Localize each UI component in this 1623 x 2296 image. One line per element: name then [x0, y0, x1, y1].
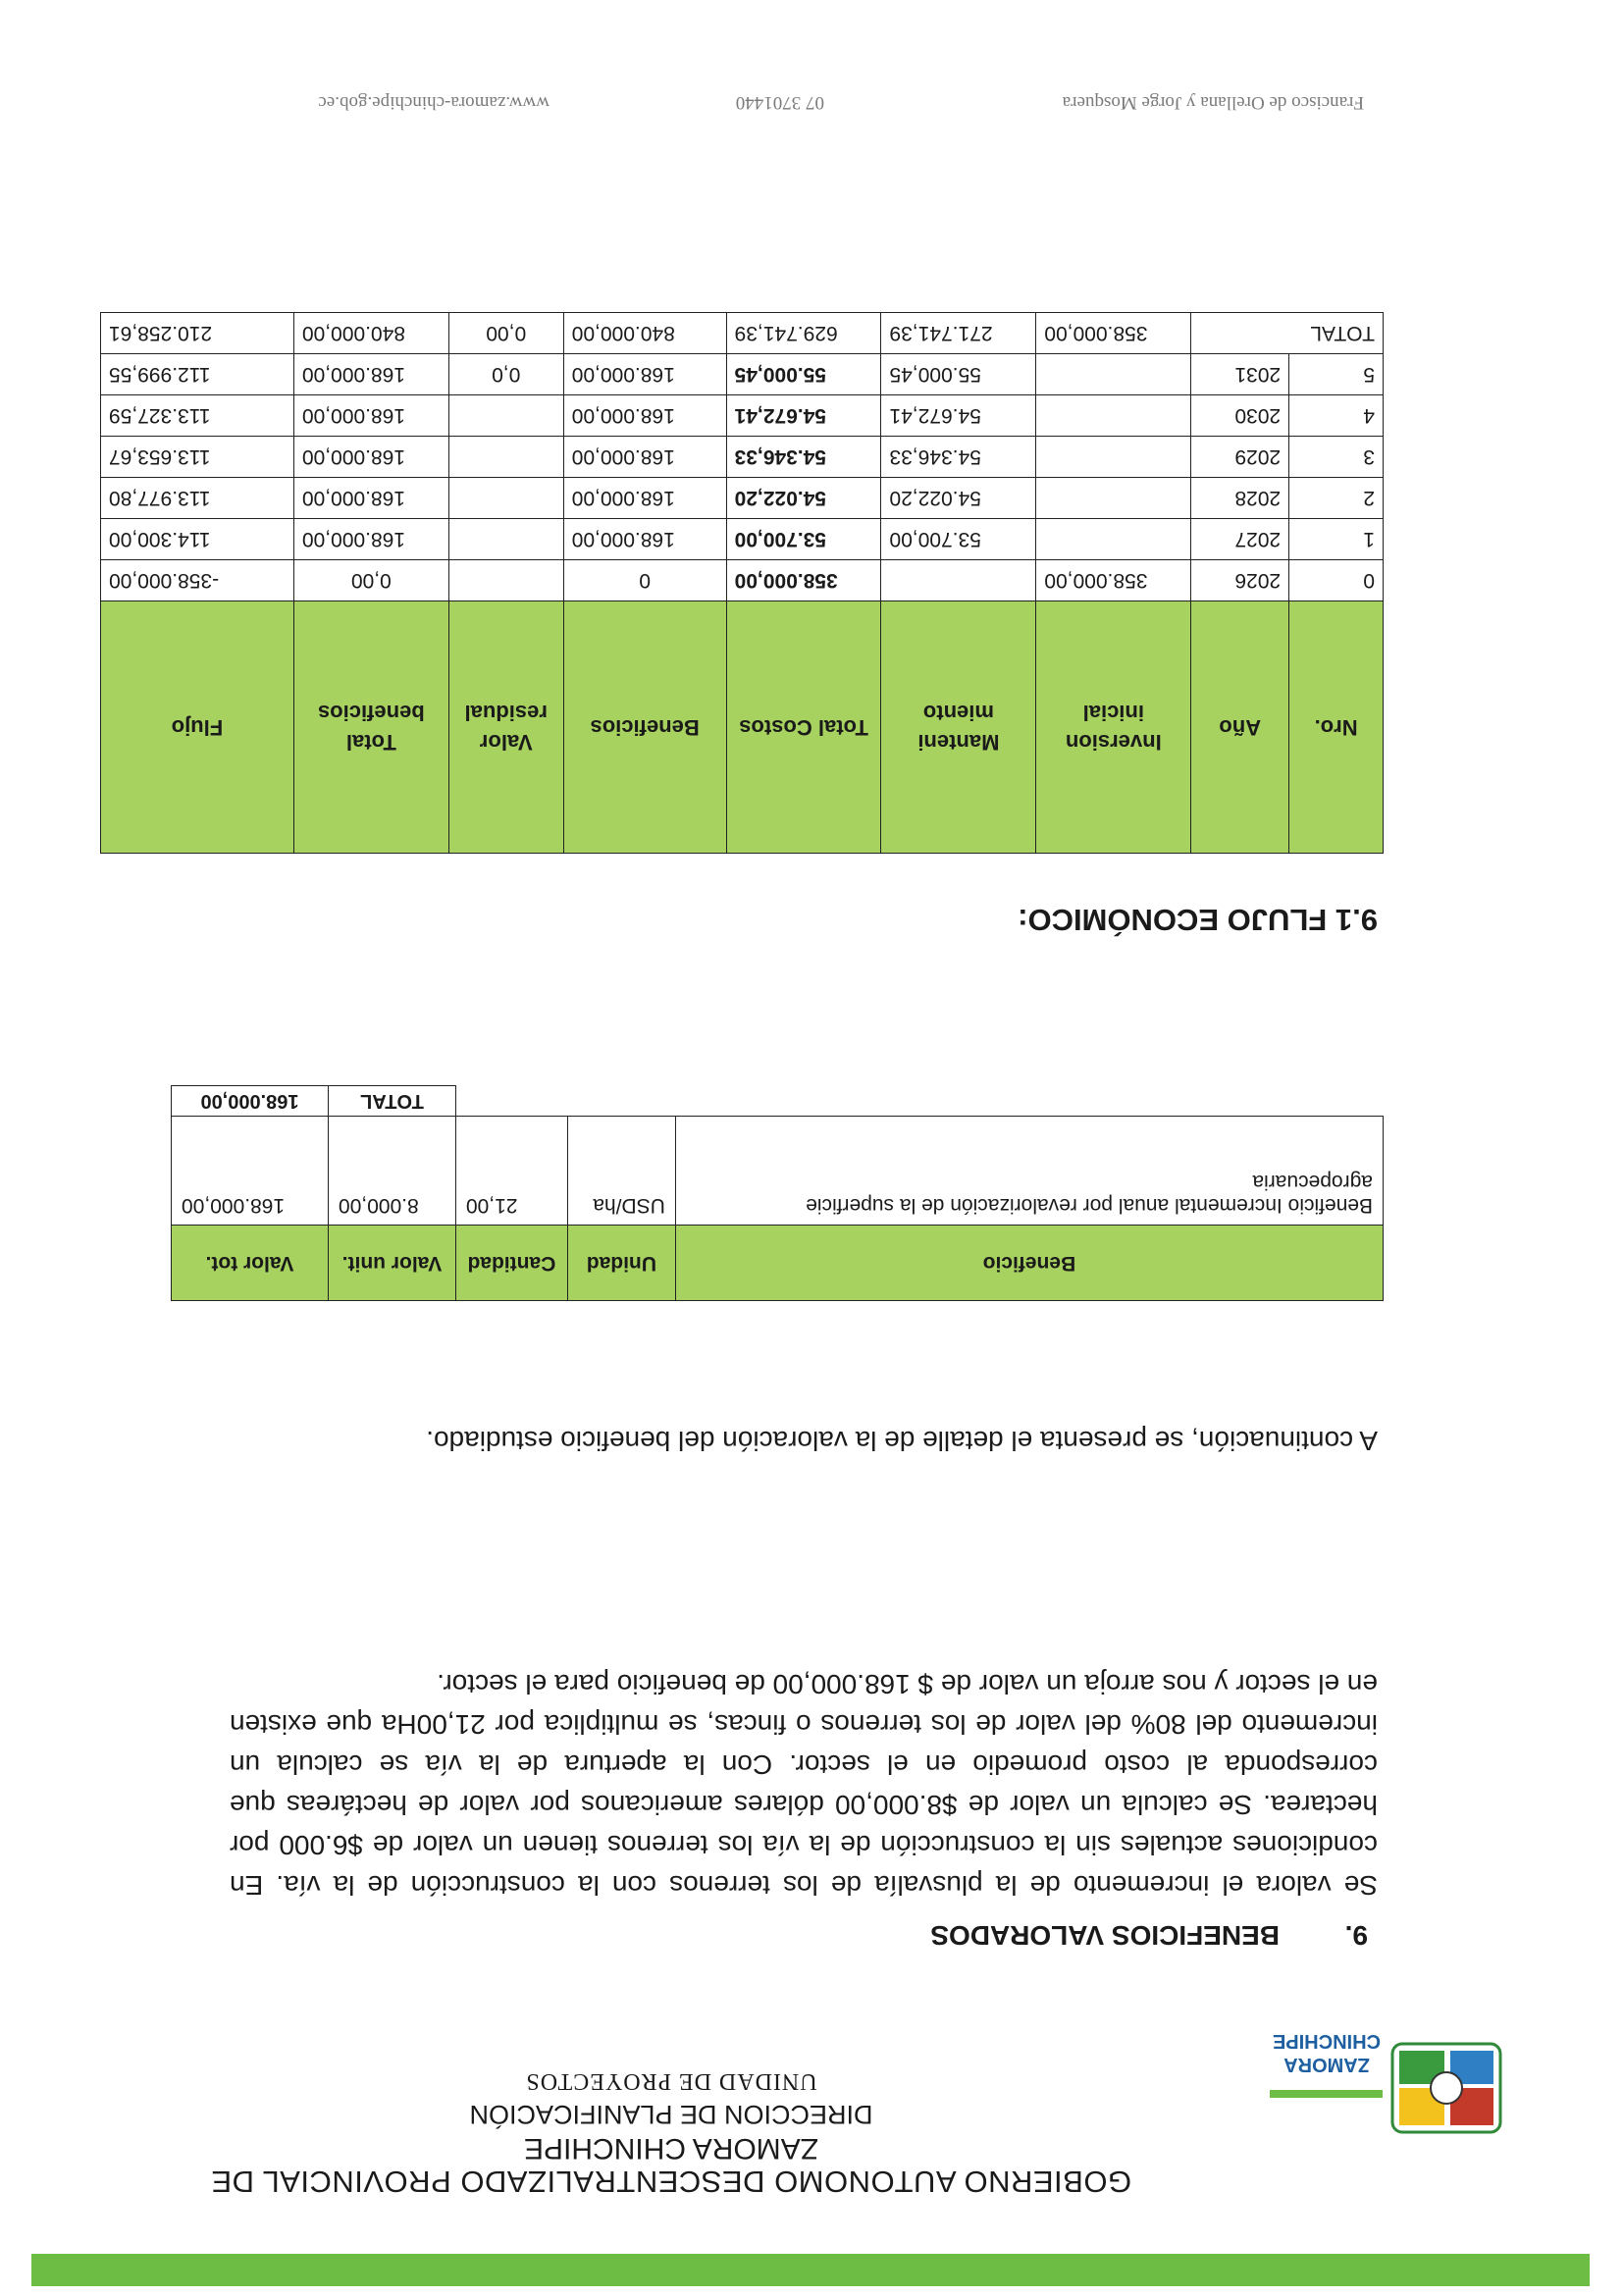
flow-total-row — [101, 313, 1384, 354]
benefit-total-row — [172, 1086, 1384, 1117]
cell-flujo: 114.300,00 — [101, 519, 294, 560]
total-label: TOTAL — [1191, 313, 1384, 354]
cell-valor-residual — [448, 478, 563, 519]
header-green-bar — [31, 2254, 1590, 2286]
cell-inversion — [1036, 478, 1191, 519]
cell-flujo: 112.999,55 — [101, 354, 294, 395]
cell-nro: 2 — [1289, 478, 1384, 519]
cell-total-beneficios: 168.000,00 — [293, 478, 448, 519]
cell-cantidad: 21,00 — [455, 1117, 567, 1226]
footer-authors: Francisco de Orellana y Jorge Mosquera — [1062, 92, 1364, 113]
cell-nro: 5 — [1289, 354, 1384, 395]
cell-unidad: USD/ha — [567, 1117, 675, 1226]
total-value: 168.000,00 — [172, 1086, 329, 1117]
section-9-paragraph: Se valora el incremento de la plusvalía de los terrenos con la construcción de la vía. En condiciones actuales sin la construcción de la vía los terrenos tienen un valor de $6.000 por hectarea. Se calcula un valor de $8.000,00 dólares americanos por valor de hectáreas que corresponda al costo promedio en el sector. Con la apertura de la vía se calcula un incremento del 80% del valor de los terrenos o fincas, se multiplica por 21,00Ha que existen en el sector y nos arroja un valor de $ 168.000,00 de beneficio para el sector. — [230, 1669, 1378, 1901]
cell-flujo: 113.977,80 — [101, 478, 294, 519]
cell-valor-tot: 168.000,00 — [172, 1117, 329, 1226]
section-number: 9. — [1344, 1920, 1368, 1951]
cell-nro: 0 — [1289, 560, 1384, 601]
cell-nro: 3 — [1289, 437, 1384, 478]
table-row — [101, 519, 1384, 560]
header-flujo: Flujo — [101, 601, 294, 854]
header-unidad: Unidad — [567, 1226, 675, 1301]
header-line-3: DIRECCION DE PLANIFICACIÓN — [469, 2100, 873, 2129]
cell-total-beneficios: 168.000,00 — [293, 437, 448, 478]
header-beneficios: Beneficios — [563, 601, 726, 854]
cell-mantenimiento: 55.000,45 — [881, 354, 1036, 395]
footer-phone: 07 3701440 — [735, 92, 824, 113]
cell-inversion: 358.000,00 — [1036, 560, 1191, 601]
header-inversion: Inversion inicial — [1036, 601, 1191, 854]
cell-beneficios: 168.000,00 — [563, 437, 726, 478]
footer-website: www.zamora-chinchipe.gob.ec — [318, 92, 550, 113]
total-total-beneficios: 840.000,00 — [293, 313, 448, 354]
cell-flujo: 113.327,59 — [101, 395, 294, 437]
cell-anio: 2031 — [1191, 354, 1289, 395]
cell-nro: 4 — [1289, 395, 1384, 437]
economic-flow-table — [100, 312, 1384, 854]
cell-total-beneficios: 168.000,00 — [293, 519, 448, 560]
cell-total-beneficios: 0,00 — [293, 560, 448, 601]
section-9-heading — [930, 1919, 1368, 1951]
cell-beneficios: 168.000,00 — [563, 395, 726, 437]
table-row — [101, 354, 1384, 395]
table-row — [172, 1117, 1384, 1226]
header-total-costos: Total Costos — [726, 601, 881, 854]
header-beneficio: Beneficio — [675, 1226, 1383, 1301]
cell-beneficios: 168.000,00 — [563, 354, 726, 395]
cell-total-costos: 55.000,45 — [726, 354, 881, 395]
cell-anio: 2028 — [1191, 478, 1289, 519]
table-row — [101, 437, 1384, 478]
cell-mantenimiento: 53.700,00 — [881, 519, 1036, 560]
cell-valor-residual — [448, 519, 563, 560]
header-nro: Nro. — [1289, 601, 1384, 854]
table-row — [101, 560, 1384, 601]
cell-total-costos: 53.700,00 — [726, 519, 881, 560]
total-label: TOTAL — [328, 1086, 455, 1117]
cell-inversion — [1036, 354, 1191, 395]
institution-header — [107, 2064, 1235, 2198]
cell-beneficios: 168.000,00 — [563, 519, 726, 560]
total-flujo: 210.258,61 — [101, 313, 294, 354]
cell-beneficio: Beneficio Incremental anual por revalorización de la superficie agropecuaria — [675, 1117, 1383, 1226]
cell-total-costos: 54.022,20 — [726, 478, 881, 519]
cell-total-costos: 54.672,41 — [726, 395, 881, 437]
cell-inversion — [1036, 437, 1191, 478]
cell-flujo: 113.653,67 — [101, 437, 294, 478]
cell-anio: 2030 — [1191, 395, 1289, 437]
flow-section-title: 9.1 FLUJO ECONÓMICO: — [1018, 903, 1378, 937]
total-valor-residual: 0,00 — [448, 313, 563, 354]
cell-beneficios: 168.000,00 — [563, 478, 726, 519]
cell-mantenimiento: 54.346,33 — [881, 437, 1036, 478]
cell-valor-residual: 0,0 — [448, 354, 563, 395]
table-row — [101, 478, 1384, 519]
zamora-chinchipe-logo — [1260, 2000, 1505, 2137]
cell-mantenimiento: 54.672,41 — [881, 395, 1036, 437]
total-inversion: 358.000,00 — [1036, 313, 1191, 354]
cell-valor-residual — [448, 437, 563, 478]
cell-total-costos: 358.000,00 — [726, 560, 881, 601]
header-valor-residual: Valor residual — [448, 601, 563, 854]
header-cantidad: Cantidad — [455, 1226, 567, 1301]
benefit-table-header — [172, 1226, 1384, 1301]
benefit-intro-text: A continuación, se presenta el detalle de la valoración del beneficio estudiado. — [426, 1426, 1378, 1456]
flow-table-header — [101, 601, 1384, 854]
table-row — [101, 395, 1384, 437]
header-mantenimiento: Manteni miento — [881, 601, 1036, 854]
header-line-4: UNIDAD DE PROYECTOS — [525, 2068, 817, 2094]
cell-valor-residual — [448, 560, 563, 601]
benefit-valuation-table — [171, 1085, 1384, 1301]
cell-inversion — [1036, 519, 1191, 560]
cell-flujo: -358.000,00 — [101, 560, 294, 601]
cell-nro: 1 — [1289, 519, 1384, 560]
logo-text-zamora: ZAMORA — [1283, 2054, 1370, 2075]
cell-total-beneficios: 168.000,00 — [293, 354, 448, 395]
cell-valor-unit: 8.000,00 — [328, 1117, 455, 1226]
cell-inversion — [1036, 395, 1191, 437]
cell-anio: 2026 — [1191, 560, 1289, 601]
header-valor-unit: Valor unit. — [328, 1226, 455, 1301]
cell-beneficios: 0 — [563, 560, 726, 601]
cell-anio: 2029 — [1191, 437, 1289, 478]
header-line-2: ZAMORA CHINCHIPE — [523, 2132, 819, 2165]
header-anio: Año — [1191, 601, 1289, 854]
total-beneficios-col: 840.000,00 — [563, 313, 726, 354]
cell-mantenimiento — [881, 560, 1036, 601]
total-costos: 629.741,39 — [726, 313, 881, 354]
logo-text-chinchipe: CHINCHIPE — [1272, 2030, 1382, 2052]
cell-mantenimiento: 54.022,20 — [881, 478, 1036, 519]
section-title: BENEFICIOS VALORADOS — [930, 1920, 1280, 1951]
header-line-1: GOBIERNO AUTONOMO DESCENTRALIZADO PROVINCIAL DE — [210, 2165, 1132, 2199]
header-valor-tot: Valor tot. — [172, 1226, 329, 1301]
cell-total-beneficios: 168.000,00 — [293, 395, 448, 437]
cell-valor-residual — [448, 395, 563, 437]
cell-total-costos: 54.346,33 — [726, 437, 881, 478]
header-total-beneficios: Total beneficios — [293, 601, 448, 854]
cell-anio: 2027 — [1191, 519, 1289, 560]
total-mantenimiento: 271.741,39 — [881, 313, 1036, 354]
